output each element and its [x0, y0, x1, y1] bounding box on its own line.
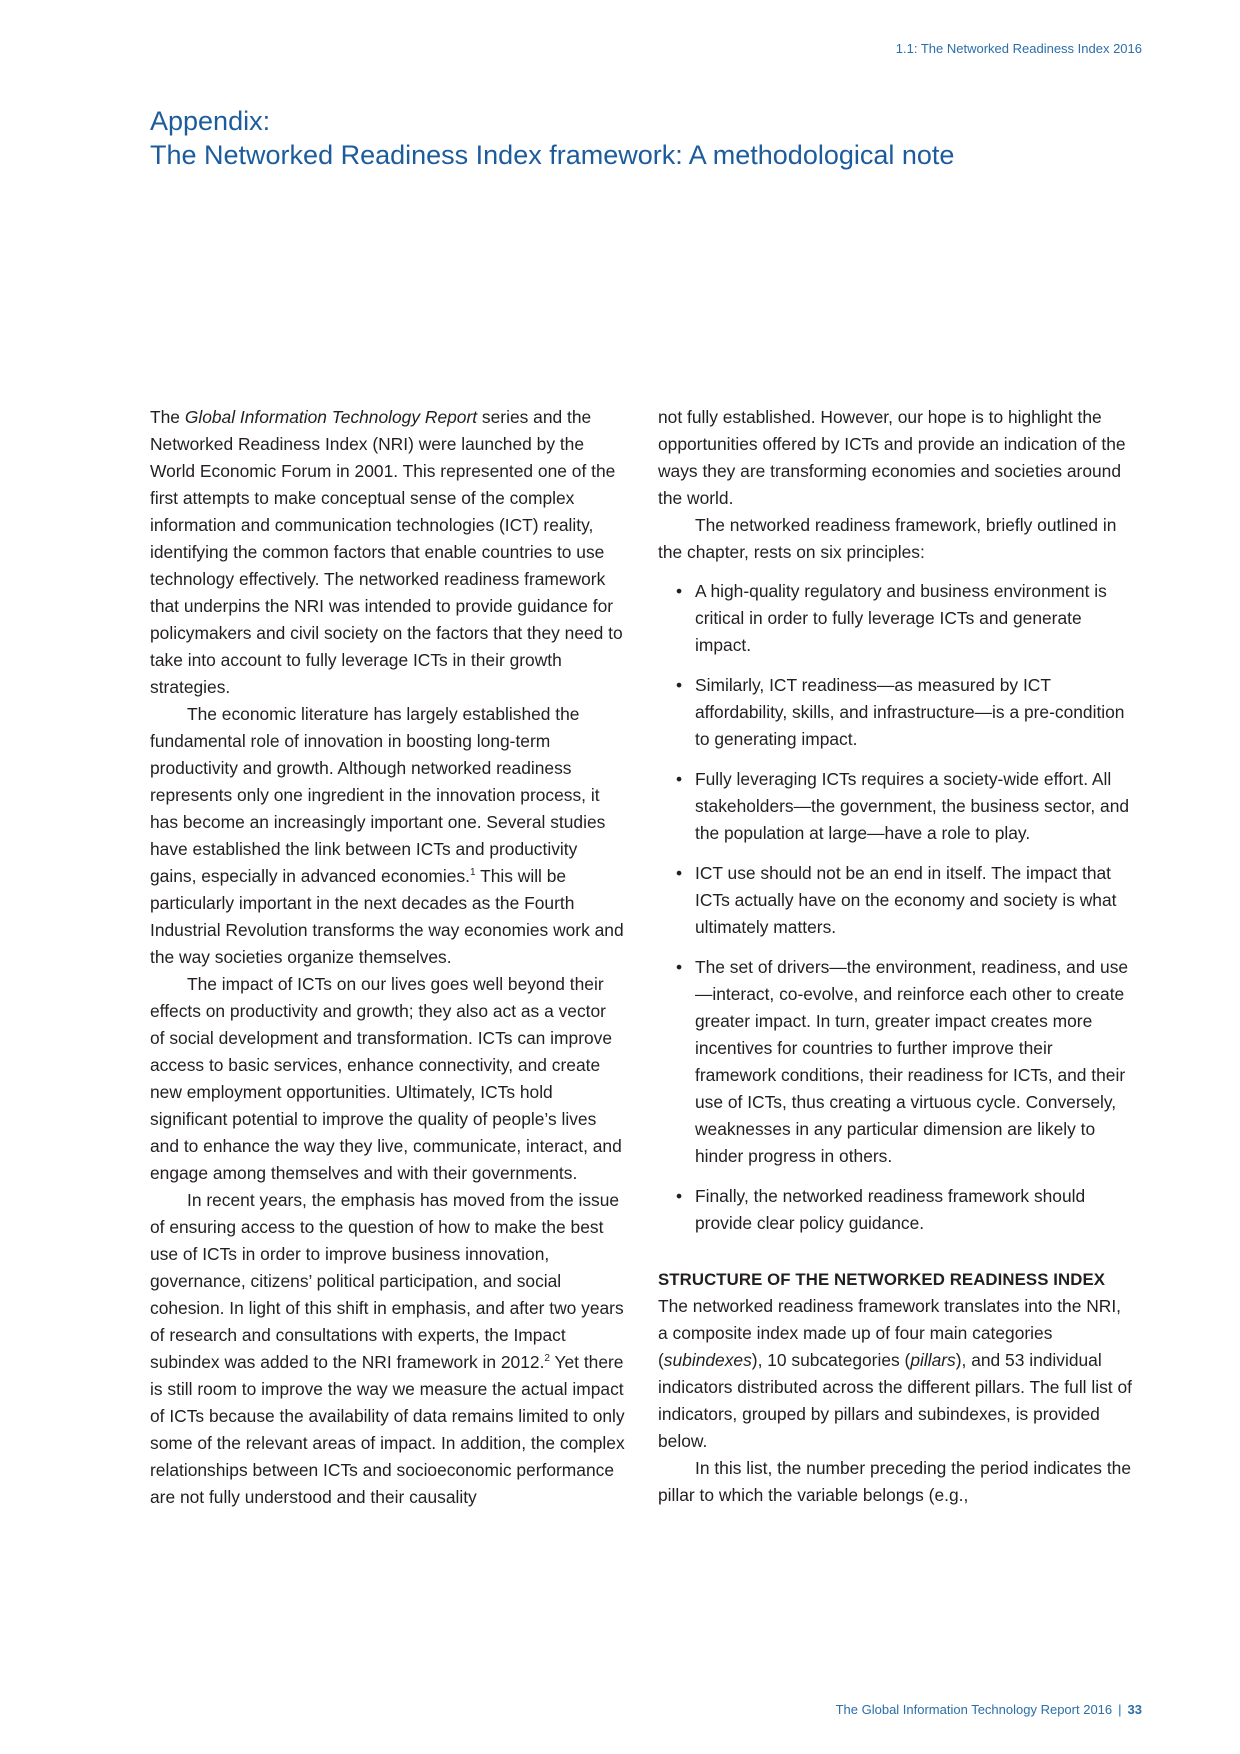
list-item-text: Fully leveraging ICTs requires a society-wide effort. All stakeholders—the government, the business sector, and the population at large—have a role to play.	[695, 769, 1130, 843]
text-span: The networked readiness framework translates into the NRI, a composite index made up of four main categories (	[658, 1296, 1121, 1370]
paragraph: The impact of ICTs on our lives goes well beyond their effects on productivity and growth; they also act as a vector of social development and transformation. ICTs can improve access to basic services, enhance connectivity, and create new employment opportunities. Ultimately, ICTs hold significant potential to improve the quality of people’s lives and to enhance the way they live, communicate, interact, and engage among themselves and with their governments.	[150, 974, 622, 1183]
title-line-1: Appendix:	[150, 106, 271, 137]
paragraph: not fully established. However, our hope is to highlight the opportunities offered by ICTs and provide an indication of the ways they are transforming economies and societies around the world.	[658, 407, 1126, 508]
report-title-emphasis: Global Information Technology Report	[184, 407, 478, 427]
list-item-text: The set of drivers—the environment, readiness, and use—interact, co-evolve, and reinforce each other to create greater impact. In turn, greater impact creates more incentives for countries to further improve their framework conditions, their readiness for ICTs, and their use of ICTs, thus creating a virtuous cycle. Conversely, weaknesses in any particular dimension are likely to hinder progress in others.	[695, 957, 1129, 1166]
list-item-text: Finally, the networked readiness framework should provide clear policy guidance.	[695, 1186, 1086, 1233]
paragraph: In this list, the number preceding the period indicates the pillar to which the variable belongs (e.g.,	[658, 1458, 1131, 1505]
bullet-icon: •	[676, 863, 683, 883]
paragraph	[150, 701, 625, 971]
list-item-text: A high-quality regulatory and business environment is critical in order to fully leverage ICTs and generate impact.	[695, 581, 1107, 655]
list-item	[658, 860, 1133, 941]
paragraph	[150, 404, 625, 701]
text-span: In recent years, the emphasis has moved from the issue of ensuring access to the question of how to make the best use of ICTs in order to improve business innovation, governance, citizens’ political participation, and social cohesion. In light of this shift in emphasis, and after two years of research and consultations with experts, the Impact subindex was added to the NRI framework in 2012.	[150, 1190, 624, 1372]
emphasis-subindexes: subindexes	[663, 1350, 752, 1370]
bullet-icon: •	[676, 1186, 683, 1206]
list-item-text: Similarly, ICT readiness—as measured by ICT affordability, skills, and infrastructure—is a pre-condition to generating impact.	[695, 675, 1125, 749]
bullet-icon: •	[676, 957, 683, 977]
footnote-ref-1[interactable]: 1	[470, 867, 476, 879]
right-column	[658, 404, 1133, 1509]
principles-list	[658, 578, 1133, 1237]
page-number: 33	[1127, 1702, 1142, 1717]
text-span: series and the Networked Readiness Index (NRI) were launched by the World Economic Forum in 2001. This represented one of the first attempts to make conceptual sense of the complex information and communication technologies (ICT) reality, identifying the common factors that enable countries to use technology effectively. The networked readiness framework that underpins the NRI was intended to provide guidance for policymakers and civil society on the factors that they need to take into account to fully leverage ICTs in their growth strategies.	[150, 407, 623, 697]
bullet-icon: •	[676, 675, 683, 695]
text-span: Yet there is still room to improve the way we measure the actual impact of ICTs because the availability of data remains limited to only some of the relevant areas of impact. In addition, the complex relationships between ICTs and socioeconomic performance are not fully understood and their causality	[150, 1352, 625, 1507]
list-item	[658, 1183, 1133, 1237]
section-heading: STRUCTURE OF THE NETWORKED READINESS INDEX	[658, 1270, 1106, 1289]
paragraph	[150, 1187, 625, 1511]
bullet-icon: •	[676, 581, 683, 601]
text-span: ), 10 subcategories (	[751, 1350, 911, 1370]
bullet-icon: •	[676, 769, 683, 789]
text-span: The	[150, 407, 185, 427]
paragraph	[658, 1293, 1133, 1455]
text-span: ), and 53 individual indicators distributed across the different pillars. The full list of indicators, grouped by pillars and subindexes, is provided below.	[658, 1350, 1132, 1451]
page-title	[150, 104, 1110, 172]
footer-publication-title: The Global Information Technology Report 2016	[835, 1702, 1113, 1717]
page-footer	[836, 1702, 1142, 1717]
paragraph: The networked readiness framework, briefly outlined in the chapter, rests on six principles:	[658, 515, 1117, 562]
title-line-2: The Networked Readiness Index framework: A methodological note	[150, 140, 955, 171]
emphasis-pillars: pillars	[910, 1350, 956, 1370]
list-item	[658, 578, 1133, 659]
text-span: This will be particularly important in the next decades as the Fourth Industrial Revolution transforms the way economies work and the way societies organize themselves.	[150, 866, 624, 967]
text-span: The economic literature has largely established the fundamental role of innovation in boosting long-term productivity and growth. Although networked readiness represents only one ingredient in the innovation process, it has become an increasingly important one. Several studies have established the link between ICTs and productivity gains, especially in advanced economies.	[150, 704, 606, 886]
list-item-text: ICT use should not be an end in itself. The impact that ICTs actually have on the economy and society is what ultimately matters.	[695, 863, 1117, 937]
footnote-ref-2[interactable]: 2	[544, 1353, 550, 1365]
footer-separator: |	[1118, 1702, 1122, 1717]
running-header: 1.1: The Networked Readiness Index 2016	[895, 41, 1142, 56]
list-item	[658, 672, 1133, 753]
list-item	[658, 766, 1133, 847]
left-column	[150, 404, 625, 1511]
list-item	[658, 954, 1133, 1170]
